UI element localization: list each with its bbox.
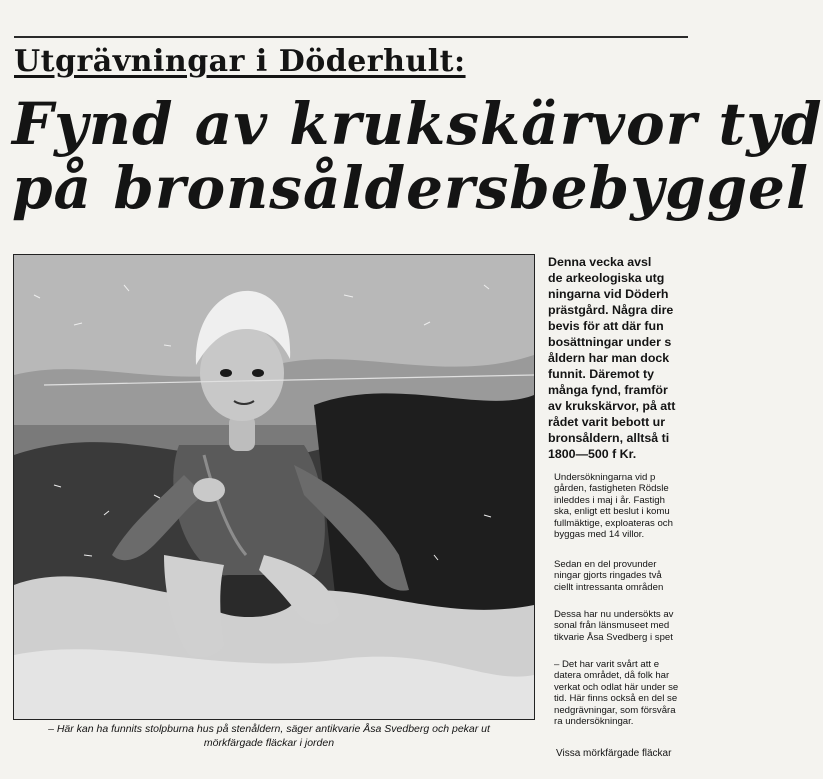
- top-rule: [14, 36, 688, 38]
- body-line: ra undersökningar.: [554, 716, 634, 728]
- body-line: ningar gjorts ringades två: [554, 570, 662, 582]
- photo-caption: [4, 722, 534, 750]
- kicker-heading: Utgrävningar i Döderhult:: [14, 44, 466, 79]
- caption-line-1: – Här kan ha funnits stolpburna hus på stenåldern, säger antikvarie Åsa Svedberg och pekar ut: [48, 723, 490, 735]
- headline-line-1: Fynd av krukskärvor tyd: [12, 90, 823, 158]
- lead-line: de arkeologiska utg: [548, 271, 665, 285]
- lead-line: bevis för att där fun: [548, 319, 664, 333]
- continued-line: Vissa mörkfärgade fläckar: [556, 748, 672, 759]
- lead-line: av krukskärvor, på att: [548, 399, 676, 413]
- body-line: Undersökningarna vid p: [554, 472, 656, 483]
- body-line: tid. Här finns också en del se: [554, 693, 678, 705]
- body-line: – Det har varit svårt att e: [554, 659, 660, 670]
- article-photo: [13, 254, 535, 720]
- lead-line: Denna vecka avsl: [548, 255, 652, 269]
- headline: [12, 90, 823, 222]
- body-paragraph-1: [554, 472, 694, 540]
- lead-line: prästgård. Några dire: [548, 303, 674, 317]
- body-line: Sedan en del provunder: [554, 559, 657, 570]
- photo-illustration: [14, 255, 534, 719]
- body-paragraph-2: [554, 559, 694, 593]
- body-line: ciellt intressanta områden: [554, 581, 664, 593]
- body-line: sonal från länsmuseet med: [554, 620, 670, 632]
- body-paragraph-4: [554, 659, 694, 727]
- body-line: fullmäktige, exploateras och: [554, 517, 673, 529]
- body-line: nedgrävningar, som försvåra: [554, 704, 676, 716]
- lead-line: många fynd, framför: [548, 383, 668, 397]
- lead-line: åldern har man dock: [548, 351, 670, 365]
- body-line: tikvarie Åsa Svedberg i spet: [554, 631, 673, 643]
- body-line: Dessa har nu undersökts av: [554, 609, 674, 620]
- body-line: ska, enligt ett beslut i komu: [554, 506, 670, 518]
- lead-line: 1800—500 f Kr.: [548, 447, 637, 461]
- lead-line: bronsåldern, alltså ti: [548, 431, 670, 445]
- body-line: verkat och odlat här under se: [554, 681, 679, 693]
- caption-line-2: mörkfärgade fläckar i jorden: [203, 737, 335, 749]
- lead-line: ningarna vid Döderh: [548, 287, 669, 301]
- body-line: datera området, då folk har: [554, 670, 670, 682]
- body-line: gården, fastigheten Rödsle: [554, 483, 669, 495]
- lead-paragraph: [548, 254, 698, 462]
- lead-line: funnit. Däremot ty: [548, 367, 655, 381]
- headline-line-2: på bronsåldersbebyggel: [12, 154, 809, 222]
- lead-line: bosättningar under s: [548, 335, 672, 349]
- lead-line: rådet varit bebott ur: [548, 415, 666, 429]
- body-line: inleddes i maj i år. Fastigh: [554, 494, 665, 506]
- body-paragraph-3: [554, 609, 694, 643]
- body-line: byggas med 14 villor.: [554, 529, 645, 541]
